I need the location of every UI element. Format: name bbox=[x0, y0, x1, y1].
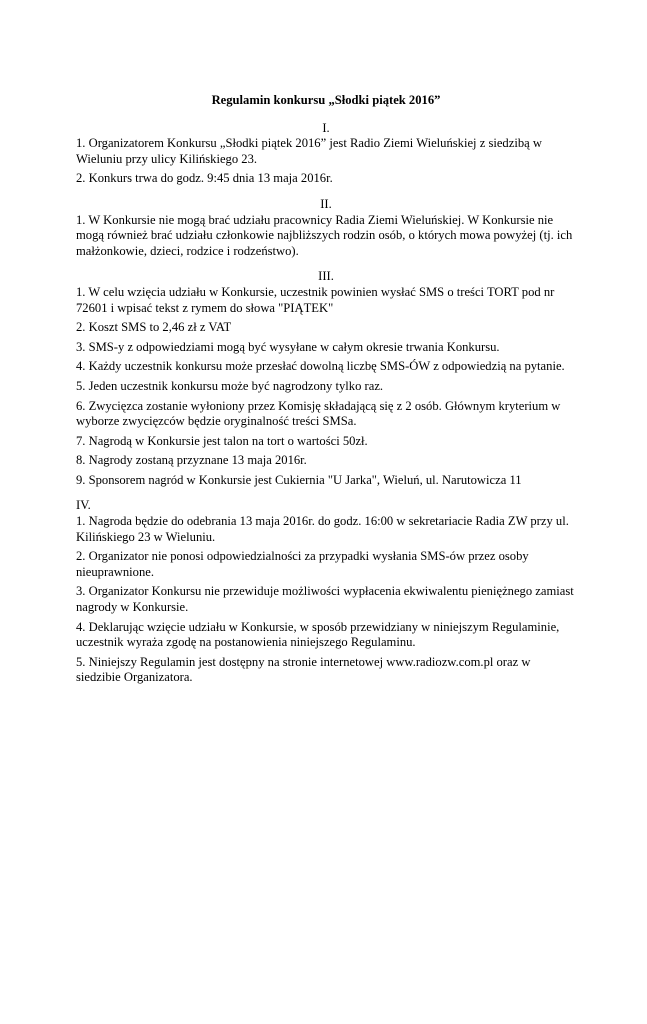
paragraph: 2. Konkurs trwa do godz. 9:45 dnia 13 maja 2016r. bbox=[76, 171, 333, 186]
paragraph: 1. W Konkursie nie mogą brać udziału pracownicy Radia Ziemi Wieluńskiej. W Konkursie nie mogą również brać udziału członkowie najbliższych rodzin osób, o których mowa powyżej (tj. ich małżonkowie, dzieci, rodzice i rodzeństwo). bbox=[76, 212, 573, 258]
section-3 bbox=[76, 269, 576, 488]
section-heading: I. bbox=[322, 120, 330, 135]
section-heading: II. bbox=[320, 196, 332, 211]
document-page bbox=[76, 93, 576, 696]
paragraph: 9. Sponsorem nagród w Konkursie jest Cukiernia "U Jarka", Wieluń, ul. Narutowicza 11 bbox=[76, 472, 522, 487]
paragraph: 5. Niniejszy Regulamin jest dostępny na stronie internetowej www.radiozw.com.pl oraz w siedzibie Organizatora. bbox=[76, 654, 531, 685]
section-heading: III. bbox=[318, 269, 334, 284]
paragraph: 1. W celu wzięcia udziału w Konkursie, uczestnik powinien wysłać SMS o treści TORT pod nr 72601 i wpisać tekst z rymem do słowa "PIĄTEK" bbox=[76, 284, 555, 315]
paragraph: 2. Koszt SMS to 2,46 zł z VAT bbox=[76, 320, 232, 335]
paragraph: 4. Deklarując wzięcie udziału w Konkursie, w sposób przewidziany w niniejszym Regulaminie, uczestnik wyraża zgodę na postanowienia niniejszego Regulaminu. bbox=[76, 619, 560, 650]
section-1 bbox=[76, 121, 576, 187]
paragraph: 6. Zwycięzca zostanie wyłoniony przez Komisję składającą się z 2 osób. Głównym kryterium w wyborze zwycięzców będzie oryginalność treści SMSa. bbox=[76, 398, 561, 429]
paragraph: 1. Nagroda będzie do odebrania 13 maja 2016r. do godz. 16:00 w sekretariacie Radia ZW przy ul. Kilińskiego 23 w Wieluniu. bbox=[76, 514, 569, 544]
paragraph: 3. SMS-y z odpowiedziami mogą być wysyłane w całym okresie trwania Konkursu. bbox=[76, 339, 500, 354]
document-title: Regulamin konkursu „Słodki piątek 2016” bbox=[211, 93, 441, 107]
section-heading: IV. bbox=[76, 498, 91, 513]
paragraph: 1. Organizatorem Konkursu „Słodki piątek 2016” jest Radio Ziemi Wieluńskiej z siedzibą w Wieluniu przy ulicy Kilińskiego 23. bbox=[76, 136, 542, 166]
paragraph: 7. Nagrodą w Konkursie jest talon na tort o wartości 50zł. bbox=[76, 433, 368, 448]
paragraph: 4. Każdy uczestnik konkursu może przesłać dowolną liczbę SMS-ÓW z odpowiedzią na pytanie. bbox=[76, 359, 565, 374]
paragraph: 8. Nagrody zostaną przyznane 13 maja 2016r. bbox=[76, 453, 307, 468]
section-2 bbox=[76, 197, 576, 259]
section-4 bbox=[76, 498, 576, 686]
paragraph: 5. Jeden uczestnik konkursu może być nagrodzony tylko raz. bbox=[76, 378, 384, 393]
paragraph: 3. Organizator Konkursu nie przewiduje możliwości wypłacenia ekwiwalentu pieniężnego zamiast nagrody w Konkursie. bbox=[76, 584, 574, 615]
paragraph: 2. Organizator nie ponosi odpowiedzialności za przypadki wysłania SMS-ów przez osoby nieuprawnione. bbox=[76, 549, 529, 579]
